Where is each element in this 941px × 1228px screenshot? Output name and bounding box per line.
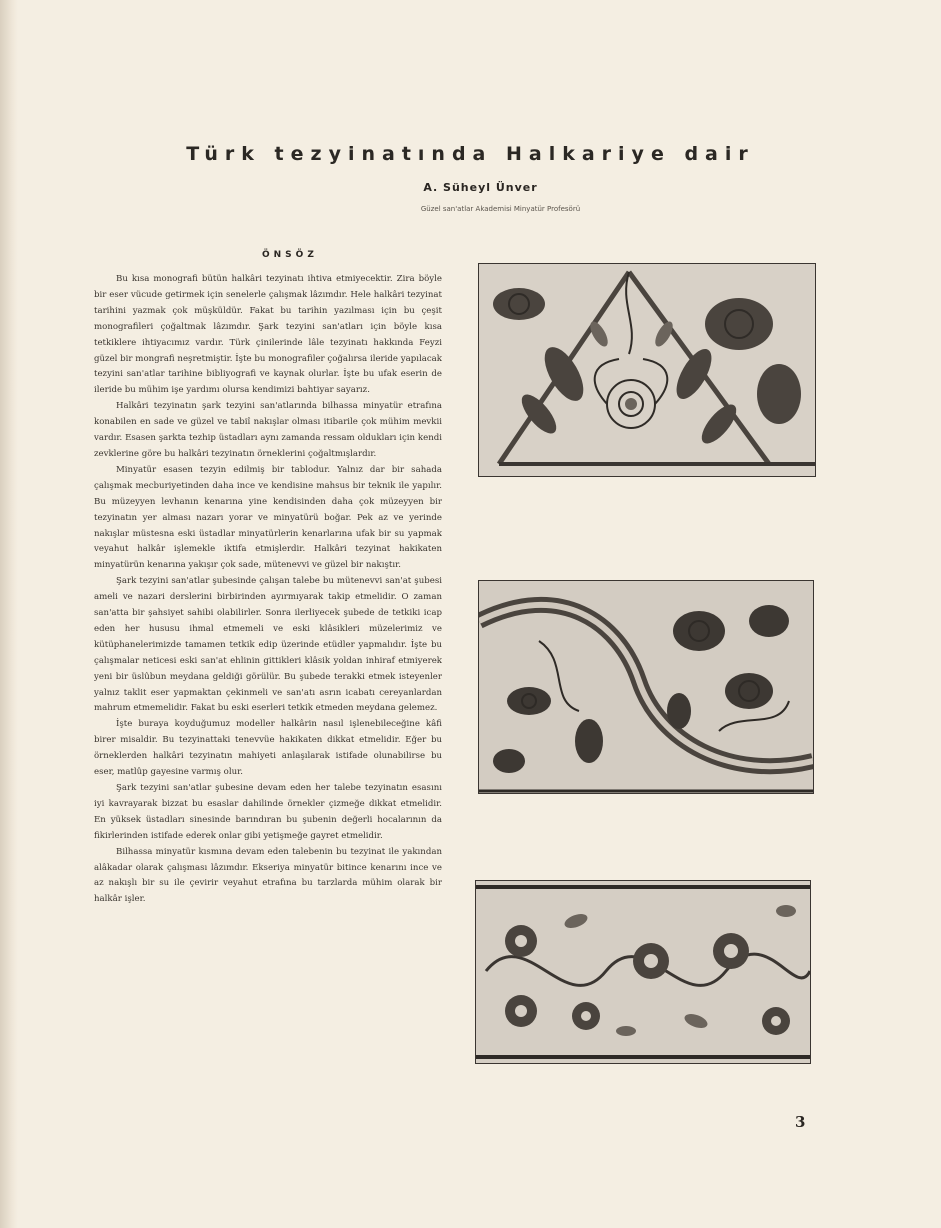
paragraph: Şark tezyini san'atlar şubesinde çalışan talebe bu mütenevvi san'at şubesi ameli ve nazari derslerini birbirinden ayırmıyarak takip etmelidir. O zaman san'atta bir şahsiyet sahibi olabilirler. Sonra ilerliyecek şubede de tetkiki icap eden her hususu ihmal etmemeli ve eski klâsikleri müzelerimiz ve kütüphanelerimizde tamamen tetkik edip üzerinde etüdler yapmalıdır. İşte bu çalışmalar neticesi eski san'at ehlinin gittikleri klâsik yoldan inhiraf etmiyerek yeni bir üslûbun meydana geldiği görülür. Bu şubede terakki etmek isteyenler yalnız taklit eser yapmaktan çekinmeli ve san'atı asrın icabatı cereyanlardan mahrum etmemelidir. Fakat bu eski eserleri tetkik etmeden meydana gelemez. <box>94 576 442 714</box>
page-number: 3 <box>795 1113 806 1131</box>
section-heading: ÖNSÖZ <box>262 250 318 260</box>
paragraph: İşte buraya koyduğumuz modeller halkârin nasıl işlenebileceğine kâfi birer misaldir. Bu tezyinattaki tenevvüe hakikaten dikkat etmelidir. Eğer bu örneklerden halkâri tezyinatın mahiyeti anlaşılarak istifade olunabilirse bu eser, matlûp gayesine varmış olur. <box>94 719 442 778</box>
paragraph: Bilhassa minyatür kısmına devam eden talebenin bu tezyinat ile yakından alâkadar olarak çalışması lâzımdır. Ekseriya minyatür bitince kenarını ince ve az nakışlı bir su ile çevirir veyahut etrafına bu tarzlarda mühim olarak bir halkâr işler. <box>94 846 442 905</box>
ornament-plate-floral-border <box>475 880 811 1064</box>
article-title: Türk tezyinatında Halkariye dair <box>186 143 755 165</box>
ornament-floral-illustration <box>476 881 810 1063</box>
ornament-plate-vine <box>478 580 814 794</box>
author-affiliation: Güzel san'atlar Akademisi Minyatür Profesörü <box>420 205 581 213</box>
article-body <box>94 272 442 908</box>
author-name: A. Süheyl Ünver <box>423 181 538 194</box>
paragraph: Halkâri tezyinatın şark tezyini san'atlarında bilhassa minyatür etrafına konabilen en sade ve güzel ve tabiî nakışlar olması itibarile çok mühim mevkii vardır. Esasen şarkta tezhip üstadları aynı zamanda ressam oldukları için kendi zevklerine göre bu halkâri tezyinatın örneklerini çoğaltmışlardır. <box>94 401 442 459</box>
paragraph: Şark tezyini san'atlar şubesine devam eden her talebe tezyinatın esasını iyi kavrayarak bizzat bu esaslar dahilinde örnekler çizmeğe dikkat etmelidir. En yüksek üstadları sinesinde barındıran bu şubenin değerli hocalarının da fikirlerinden istifade ederek onlar gibi yetişmeğe gayret etmelidir. <box>94 783 442 841</box>
paragraph: Minyatür esasen tezyin edilmiş bir tablodur. Yalnız dar bir sahada çalışmak mecburiyetinden daha ince ve kendisine mahsus bir teknik ile yapılır. Bu müzeyyen levhanın kenarına yine kendisinden daha çok müzeyyen bir tezyinatın yer alması nazarı yorar ve minyatürü boğar. Pek az ve yerinde nakışlar müstesna eski üstadlar minyatürlerin kenarlarına ufak bir su yapmak veyahut halkâr işlemekle iktifa etmişlerdir. Halkâri tezyinat hakikaten minyatürün kenarına yakışır çok sade, mütenevvi ve güzel bir nakıştır. <box>94 464 442 571</box>
ornament-triangle-illustration <box>479 264 815 476</box>
ornament-plate-triangle <box>478 263 816 477</box>
ornament-vine-illustration <box>479 581 813 793</box>
paragraph: Bu kısa monografi bütün halkâri tezyinatı ihtiva etmiyecektir. Zira böyle bir eser vücude getirmek için senelerle çalışmak lâzımdır. Hele halkâri tezyinat tarihini yazmak çok müşküldür. Fakat bu tarihin yazılması için bu çeşit monografileri çoğaltmak lâzımdır. Şark tezyini san'atları için böyle kısa tetkiklere ihtiyacımız vardır. Türk çinilerinde lâle tezyinatı hakkında Feyzi güzel bir mongrafi neşretmiştir. İşte bu monografiler çoğalırsa ileride yapılacak tezyini san'atlar tarihine bibliyografi ve kaynak olurlar. İşte bu ufak eserin de ileride bu mühim işe yardımı olursa kendimizi bahtiyar sayarız. <box>94 274 442 396</box>
